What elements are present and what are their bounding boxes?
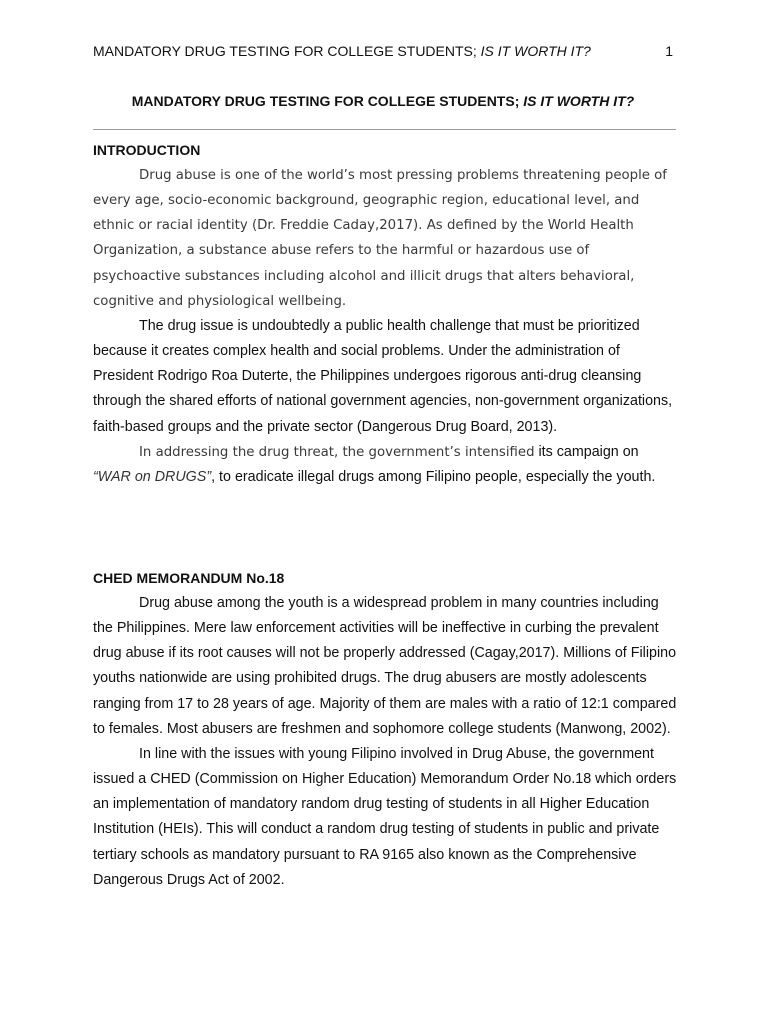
introduction-section [93,138,678,490]
document-title-main: MANDATORY DRUG TESTING FOR COLLEGE STUDENTS; [131,93,524,109]
introduction-paragraph-3-lead: In addressing the drug threat, the government’s intensified [139,444,535,460]
running-header [93,42,673,60]
ched-paragraph-1: Drug abuse among the youth is a widespread problem in many countries including the Philippines. Mere law enforcement activities will be ineffective in curbing the prevalent drug abuse if its root causes will not be properly addressed (Cagay,2017). Millions of Filipino youths nationwide are using prohibited drugs. The drug abusers are mostly adolescents ranging from 17 to 28 years of age. Majority of them are males with a ratio of 12:1 compared to females. Most abusers are freshmen and sophomore college students (Manwong, 2002). [93,595,677,737]
introduction-heading: INTRODUCTION [93,142,201,158]
war-on-drugs-quote: “WAR on DRUGS” [93,468,212,485]
page-number: 1 [665,43,673,59]
introduction-paragraph-1-text: Drug abuse is one of the world’s most pressing problems threatening people of every age, socio-economic background, geographic region, educational level, and ethnic or racial identity (Dr. Freddie Caday,2017). As defined by the World Health Organization, a substance abuse refers to the harmful or hazardous use of psychoactive substances including alcohol and illicit drugs that alters behavioral, cognitive and physiological wellbeing. [93,168,667,309]
introduction-paragraph-3 [93,440,678,490]
ched-memorandum-heading: CHED MEMORANDUM No.18 [93,570,285,586]
introduction-paragraph-3-mid: its campaign on [534,443,639,460]
running-header-title: MANDATORY DRUG TESTING FOR COLLEGE STUDENTS; [93,43,481,59]
introduction-paragraph-3-tail: , to eradicate illegal drugs among Filipino people, especially the youth. [211,468,656,485]
running-header-title-italic: IS IT WORTH IT? [480,43,591,59]
ched-paragraph-2: In line with the issues with young Filipino involved in Drug Abuse, the government issued a CHED (Commission on Higher Education) Memorandum Order No.18 which orders an implementation of mandatory random drug testing of students in all Higher Education Institution (HEIs). This will conduct a random drug testing of students in public and private tertiary schools as mandatory pursuant to RA 9165 also known as the Comprehensive Dangerous Drugs Act of 2002. [93,745,677,888]
introduction-paragraph-1 [93,163,678,314]
title-divider [93,129,676,130]
ched-memorandum-section [93,566,678,893]
document-title [93,91,673,111]
document-title-italic: IS IT WORTH IT? [523,93,635,109]
introduction-paragraph-2: The drug issue is undoubtedly a public health challenge that must be prioritized because it creates complex health and social problems. Under the administration of President Rodrigo Roa Duterte, the Philippines undergoes rigorous anti-drug cleansing through the shared efforts of national government agencies, non-government organizations, faith-based groups and the private sector (Dangerous Drug Board, 2013). [93,317,673,435]
